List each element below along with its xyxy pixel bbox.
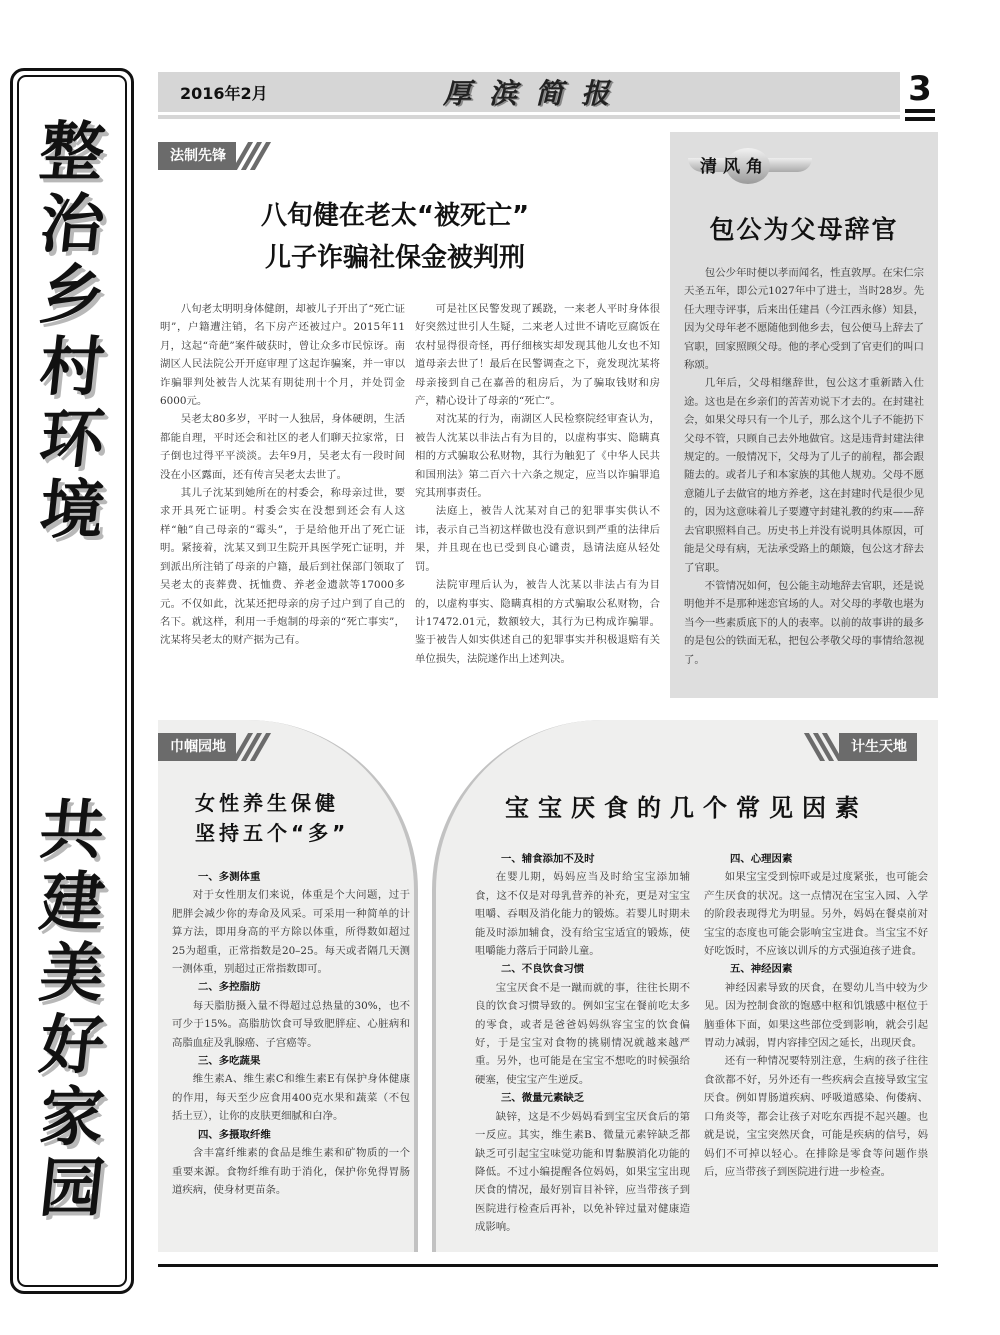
paragraph: 维生素A、维生素C和维生素E有保护身体健康的作用，每天至少应食用400克水果和蔬菜（不包括土豆），让你的皮肤更细腻和白净。 [172,1073,410,1123]
headline-line: 坚持五个“多” [195,821,350,845]
qingfeng-sidebar [670,132,938,698]
subheading: 二、多控脂肪 [198,981,261,994]
article-column [475,850,690,1237]
slogan-char: 村 [36,330,108,406]
article-headline [175,195,615,279]
masthead [158,72,900,112]
slash-decoration [812,733,835,761]
article-column [415,300,660,668]
paragraph: 缺锌，这是不少妈妈看到宝宝厌食后的第一反应。其实，维生素B、微量元素锌缺乏都缺乏可引起宝宝味觉功能和胃黏膜消化功能的降低。不过小编提醒各位妈妈，如果宝宝出现厌食的情况，最好别盲目补锌，应当带孩子到医院进行检查后再补，以免补锌过量对健康造成影响。 [475,1110,690,1234]
article-column [684,264,924,669]
masthead-rule [158,115,900,119]
paragraph: 几年后，父母相继辞世，包公这才重新踏入仕途。这也是在乡亲们的苦苦劝说下才去的。在封建社会，如果父母只有一个儿子，那么这个儿子不能扔下父母不管，只顾自己去外地做官。这是违背封建法律规定的。一般情况下，父母为了儿子的前程，都会跟随去的。或者儿子和本家族的其他人规劝。父母不愿意随儿子去做官的地方养老，这在封建时代是很少见的，因为这意味着儿子要遵守封建礼教的约束——辞去官职照料自己。历史书上并没有说明具体原因，可能是父母有病，无法承受路上的颠簸，包公这才辞去了官职。 [684,377,924,574]
paragraph: 法院审理后认为，被告人沈某以非法占有为目的，以虚构事实、隐瞒真相的方式骗取公私财物，合计17472.01元，数额较大，其行为已构成诈骗罪。鉴于被告人如实供述自己的犯罪事实并积极退赔有关单位损失，法院遂作出上述判决。 [415,579,660,665]
paragraph: 每天脂肪摄入量不得超过总热量的30%，也不可少于15%。高脂肪饮食可导致肥胖症、心脏病和高脂血症及乳腺癌、子宫癌等。 [172,999,410,1049]
subheading: 四、心理因素 [730,853,793,865]
slogan-line-1 [36,115,108,549]
headline-line: 女性养生保健 [195,791,339,815]
newspaper-title: 厚滨简报 [443,77,628,110]
slogan-char: 建 [36,864,108,940]
article-column [160,300,405,650]
paragraph: 可是社区民警发现了蹊跷，一来老人平时身体很好突然过世引人生疑，二来老人过世不请吃豆腐饭在农村显得很奇怪，再仔细核实却发现其他儿女也不知道母亲去世了！最后在民警调查之下，竟发现沈某将母亲接到自己在嘉善的租房后，为了骗取钱财和房产，精心设计了母亲的“死亡”。 [415,303,660,408]
headline-line: 儿子诈骗社保金被判刑 [264,243,525,273]
paragraph: 法庭上，被告人沈某对自己的犯罪事实供认不讳，表示自己当初这样做也没有意识到严重的法律后果，并且现在也已受到良心谴责，恳请法庭从轻处罚。 [415,505,660,573]
paragraph: 宝宝厌食不是一蹴而就的事，往往长期不良的饮食习惯导致的。例如宝宝在餐前吃太多的零食，或者是爸爸妈妈纵容宝宝的饮食偏好，于是宝宝对食物的挑剔情况就越来越严重。另外，也可能是在宝宝不想吃的时候强给硬塞，使宝宝产生逆反。 [475,981,690,1086]
slogan-char: 家 [36,1079,108,1155]
slash-decoration [240,142,263,170]
paragraph: 对于女性朋友们来说，体重是个大问题，过于肥胖会减少你的寿命及风采。可采用一种简单的计算方法，即用身高的平方除以体重，所得数如超过25为超重，正常指数是20–25。每天或者隔几天测一测体重，别超过正常指数即可。 [172,889,410,976]
issue-date: 2016年2月 [180,83,268,103]
subheading: 一、辅食添加不及时 [501,853,595,865]
paragraph: 如果宝宝受到惊吓或是过度紧张，也可能会产生厌食的状况。这一点情况在宝宝入园、入学的阶段表现得尤为明显。另外，妈妈在餐桌前对宝宝的态度也可能会影响宝宝进食。当宝宝不好好吃饭时，不应该以训斥的方式强迫孩子进食。 [704,871,928,958]
slogan-char: 环 [36,401,108,477]
paragraph: 其儿子沈某到她所在的村委会，称母亲过世，要求开具死亡证明。村委会实在没想到还会有人这样“触”自己母亲的“霉头”，于是给他开出了死亡证明。紧接着，沈某又到卫生院开具医学死亡证明，并到派出所注销了母亲的户籍，最后到社保部门领取了吴老太的丧葬费、抚恤费、养老金遗款等17000多元。不仅如此，沈某还把母亲的房子过户到了自己的名下。就这样，利用一手炮制的母亲的“死亡事实”，沈某将吴老太的财产据为己有。 [160,487,405,647]
slogan-char: 乡 [36,258,108,334]
paragraph: 含丰富纤维素的食品是维生素和矿物质的一个重要来源。食物纤维有助于消化，保护你免得胃肠道疾病，使身材更苗条。 [172,1147,410,1196]
subheading: 二、不良饮食习惯 [501,963,585,976]
headline-line: 八旬健在老太“被死亡” [260,201,530,231]
slogan-char: 共 [36,792,108,868]
paragraph: 包公少年时便以孝而闻名，性直敦厚。在宋仁宗天圣五年，即公元1027年中了进士，当时28岁。先任大理寺评事，后来出任建昌（今江西永修）知县，因为父母年老不愿随他到他乡去，包公便马上辞去了官职，回家照顾父母。他的孝心受到了官吏们的叫口称颂。 [684,267,924,372]
paragraph: 还有一种情况要特别注意，生病的孩子往往食欲都不好，另外还有一些疾病会直接导致宝宝厌食。例如胃肠道疾病、呼吸道感染、佝偻病、口角炎等，都会让孩子对吃东西提不起兴趣。也就是说，宝宝突然厌食，可能是疾病的信号，妈妈们不可掉以轻心。在排除是零食等问题作祟后，应当带孩子到医院进行进一步检查。 [704,1055,928,1178]
article-headline: 宝宝厌食的几个常见因素 [505,793,868,822]
article-headline: 包公为父母辞官 [709,215,899,244]
paragraph: 不管情况如何，包公能主动地辞去官职，还是说明他并不是那种迷恋官场的人。对父母的孝敬也堪为当今一些素质底下的人的表率。以前的故事讲的最多的是包公的铁面无私，把包公孝敬父母的事情给忽视了。 [684,579,924,666]
slogan-char: 治 [36,186,108,262]
section-tag-qingfeng [688,148,812,184]
article-column [704,850,928,1181]
subheading: 三、微量元素缺乏 [501,1092,585,1105]
article-column [172,868,410,1199]
slogan-line-2 [36,792,108,1227]
slash-decoration [240,733,263,761]
subheading: 五、神经因素 [730,963,793,976]
section-tag-label: 法制先锋 [158,142,236,170]
section-tag-family [812,733,917,761]
slogan-banner [10,68,134,1294]
slogan-char: 园 [36,1151,108,1227]
section-tag-legal [158,142,263,170]
paragraph: 在婴儿期，妈妈应当及时给宝宝添加辅食，这不仅是对母乳营养的补充，更是对宝宝咀嚼、吞咽及消化能力的锻炼。若婴儿时期未能及时添加辅食，没有给宝宝适宜的锻炼，使咀嚼能力落后于同龄儿童。 [475,871,690,958]
section-tag-label: 巾帼园地 [158,733,236,761]
page-number-rule [905,117,935,121]
paragraph: 吴老太80多岁，平时一人独居，身体硬朗，生活都能自理，平时还会和社区的老人们聊天拉家常，日子倒也过得平平淡淡。去年9月，吴老太有一段时间没在小区露面，还有传言吴老太去世了。 [160,413,405,481]
slogan-char: 好 [36,1007,108,1083]
slogan-char: 整 [36,115,108,190]
subheading: 一、多测体重 [198,871,261,883]
section-tag-women [158,733,263,761]
bottom-rule [158,1264,938,1267]
paragraph: 八旬老太明明身体健朗，却被儿子开出了“死亡证明”，户籍遭注销，名下房产还被过户。2015年11月，这起“奇葩”案件破获时，曾让众多市民惊讶。南湖区人民法院公开开庭审理了这起诈骗案，并一审以诈骗罪判处被告人沈某有期徒刑十个月，并处罚金6000元。 [160,303,405,408]
page-number: 3 [905,69,935,113]
subheading: 三、多吃蔬果 [198,1055,261,1068]
section-tag-label: 清风角 [700,157,769,177]
paragraph: 神经因素导致的厌食，在婴幼儿当中较为少见。因为控制食欲的饱感中枢和饥饿感中枢位于脑垂体下面，如果这些部位受到影响，就会引起胃动力减弱，胃内容排空因之延长，出现厌食。 [704,981,928,1050]
article-headline [195,788,349,848]
slogan-char: 美 [36,936,108,1012]
subheading: 四、多摄取纤维 [198,1128,271,1141]
section-tag-label: 计生天地 [839,733,917,761]
paragraph: 对沈某的行为，南湖区人民检察院经审查认为，被告人沈某以非法占有为目的，以虚构事实、隐瞒真相的方式骗取公私财物，其行为触犯了《中华人民共和国刑法》第二百六十六条之规定，应当以诈骗罪追究其刑事责任。 [415,413,660,500]
slogan-char: 境 [36,473,108,549]
